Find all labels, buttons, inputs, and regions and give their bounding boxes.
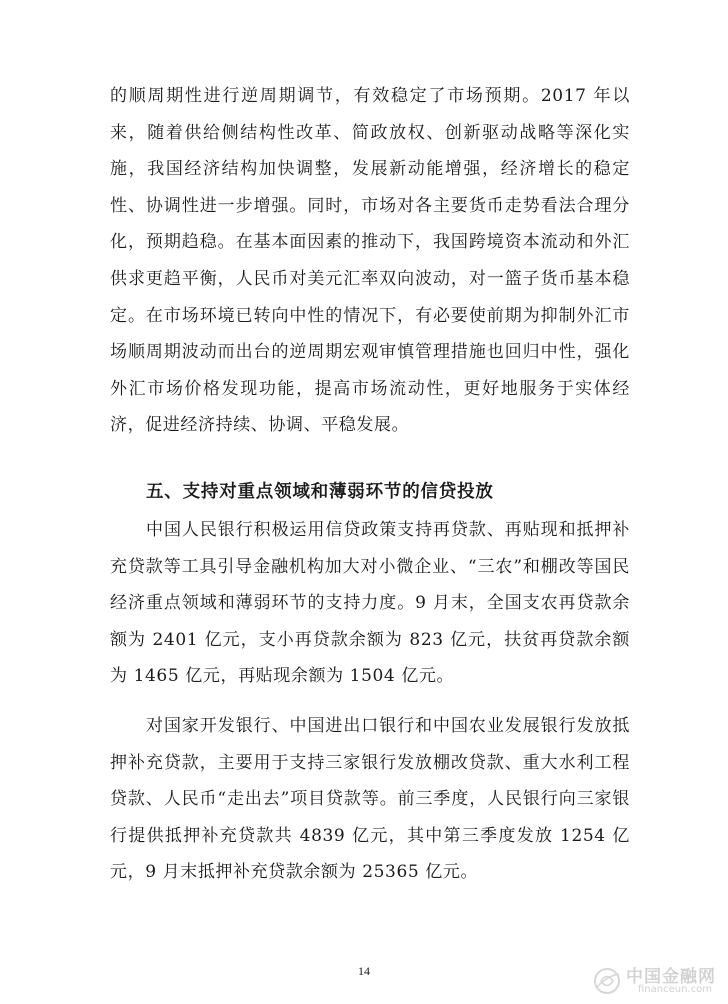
page-number: 14 [358, 964, 370, 978]
watermark-name: 中国金融网 [626, 967, 716, 987]
watermark-url: financeun.com [638, 984, 712, 995]
watermark-logo-icon [592, 966, 622, 996]
paragraph-relending: 中国人民银行积极运用信贷政策支持再贷款、再贴现和抵押补充贷款等工具引导金融机构加大对小微企业、“三农”和棚改等国民经济重点领域和薄弱环节的支持力度。9 月末，全国支农再贷款余额为 2401 亿元，支小再贷款余额为 823 亿元，扶贫再贷款余额为 1465 亿元，再贴现余额为 1504 亿元。 [110, 520, 630, 687]
paragraph-exchange-rate: 的顺周期性进行逆周期调节，有效稳定了市场预期。2017 年以来，随着供给侧结构性改革、简政放权、创新驱动战略等深化实施，我国经济结构加快调整，发展新动能增强，经济增长的稳定性、协调性进一步增强。同时，市场对各主要货币走势看法合理分化，预期趋稳。在基本面因素的推动下，我国跨境资本流动和外汇供求更趋平衡，人民币对美元汇率双向波动，对一篮子货币基本稳定。在市场环境已转向中性的情况下，有必要使前期为抑制外汇市场顺周期波动而出台的逆周期宏观审慎管理措施也回归中性，强化外汇市场价格发现功能，提高市场流动性，更好地服务于实体经济，促进经济持续、协调、平稳发展。 [110, 86, 630, 436]
watermark [592, 960, 716, 996]
paragraph-psl: 对国家开发银行、中国进出口银行和中国农业发展银行发放抵押补充贷款，主要用于支持三家银行发放棚改贷款、重大水利工程贷款、人民币“走出去”项目贷款等。前三季度，人民银行向三家银行提供抵押补充贷款共 4839 亿元，其中第三季度发放 1254 亿元，9 月末抵押补充贷款余额为 25365 亿元。 [110, 716, 630, 883]
section-heading: 五、支持对重点领域和薄弱环节的信贷投放 [146, 482, 494, 502]
